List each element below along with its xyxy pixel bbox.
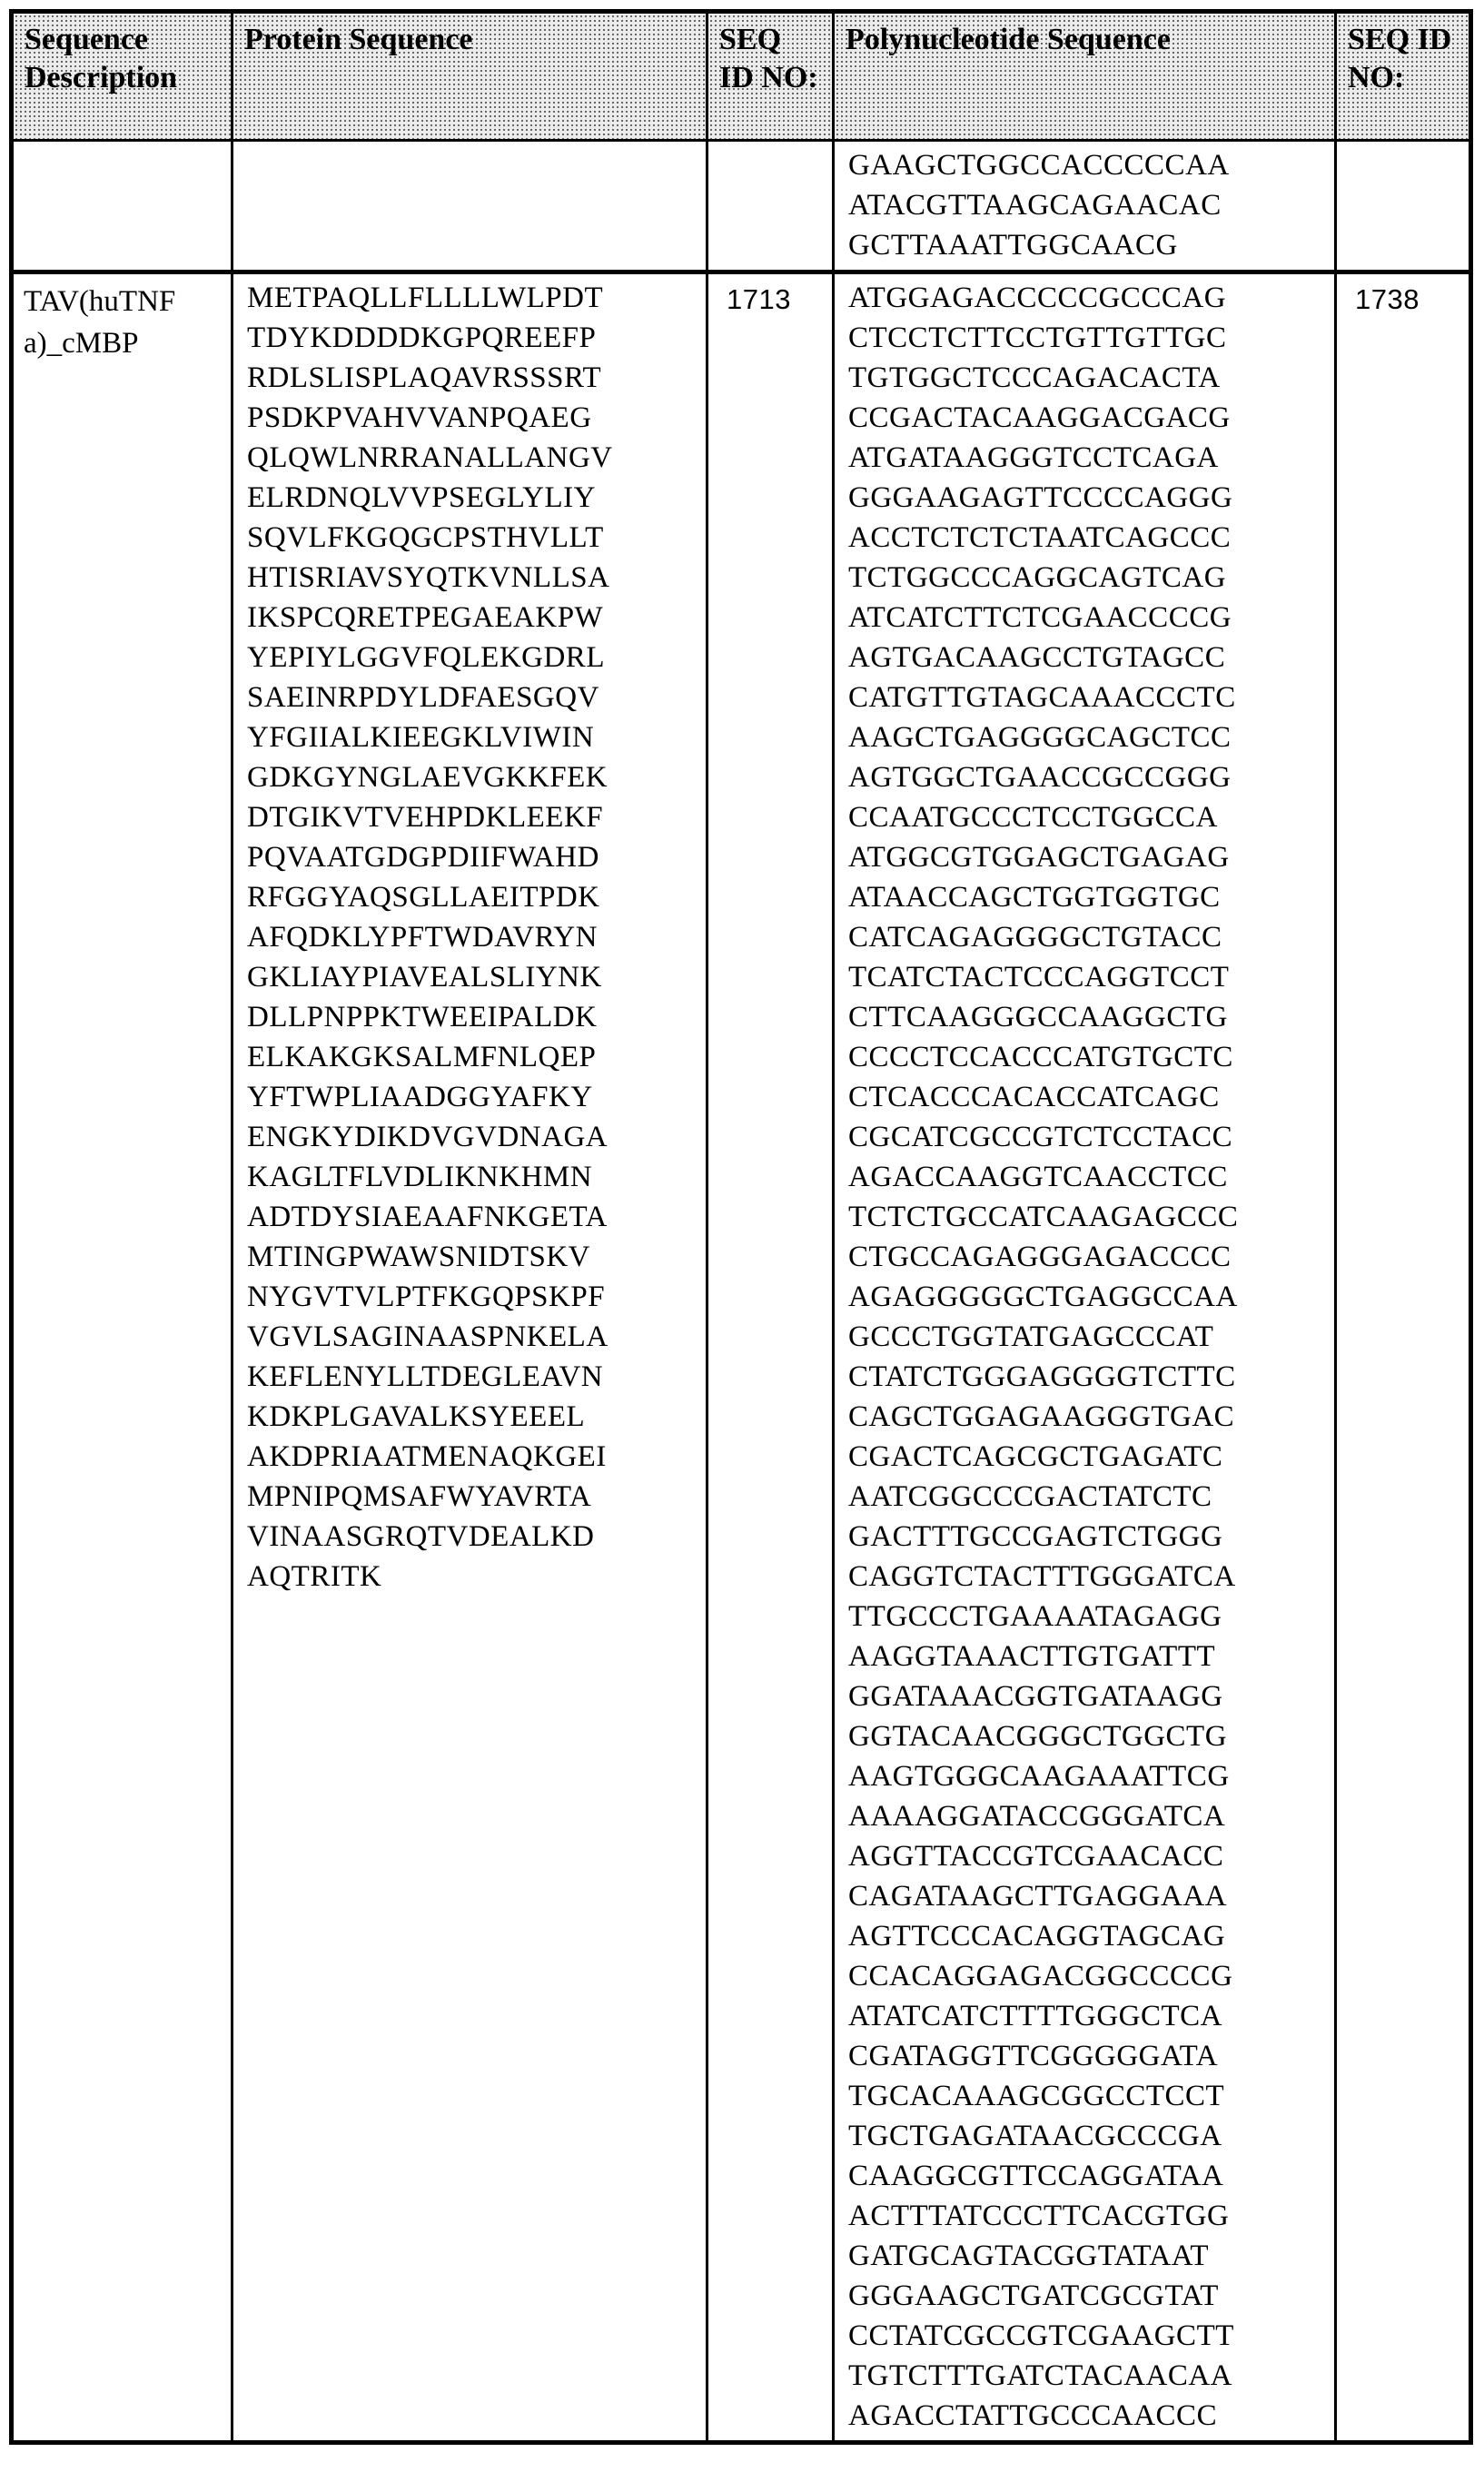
sequence-line: GGGAAGAGTTCCCCAGGG (848, 481, 1233, 514)
sequence-line: GACTTTGCCGAGTCTGGG (848, 1520, 1223, 1553)
header-sequence-description: Sequence Description (12, 12, 232, 141)
sequence-line: GKLIAYPIAVEALSLIYNK (247, 961, 602, 994)
sequence-line: CCCCTCCACCCATGTGCTC (848, 1041, 1233, 1073)
sequence-line: GATGCAGTACGGTATAAT (848, 2240, 1210, 2272)
sequence-line: TGTCTTTGATCTACAACAA (848, 2359, 1232, 2392)
cell-polynucleotide-seqid-empty (1336, 141, 1471, 272)
sequence-line: RDLSLISPLAQAVRSSSRT (247, 361, 602, 394)
header-seq-id-no-polynucleotide: SEQ ID NO: (1336, 12, 1471, 141)
sequence-line: ATCATCTTCTCGAACCCCG (848, 601, 1232, 634)
sequence-line: AGACCTATTGCCCAACCC (848, 2399, 1218, 2432)
sequence-line: VGVLSAGINAASPNKELA (247, 1320, 608, 1353)
sequence-line: HTISRIAVSYQTKVNLLSA (247, 561, 610, 594)
sequence-line: KDKPLGAVALKSYEEEL (247, 1400, 586, 1433)
sequence-line: KEFLENYLLTDEGLEAVN (247, 1360, 604, 1393)
cell-polynucleotide-sequence (834, 272, 1336, 2443)
sequence-line: TCATCTACTCCCAGGTCCT (848, 961, 1230, 994)
cell-protein-empty (232, 141, 707, 272)
sequence-line: CATCAGAGGGGCTGTACC (848, 921, 1222, 954)
cell-polynucleotide-continuation (834, 141, 1336, 272)
sequence-line: ATGGCGTGGAGCTGAGAG (848, 841, 1230, 874)
header-row (12, 12, 1471, 141)
sequence-line: ADTDYSIAEAAFNKGETA (247, 1201, 608, 1233)
sequence-line: AGGTTACCGTCGAACACC (848, 1840, 1224, 1873)
sequence-line: AKDPRIAATMENAQKGEI (247, 1440, 607, 1473)
sequence-line: AQTRITK (247, 1560, 382, 1593)
sequence-line: CGATAGGTTCGGGGGATA (848, 2040, 1219, 2072)
sequence-line: TCTCTGCCATCAAGAGCCC (848, 1201, 1239, 1233)
table-row-continuation (12, 141, 1471, 272)
sequence-line: GCCCTGGTATGAGCCCAT (848, 1320, 1214, 1353)
sequence-line: TDYKDDDDKGPQREEFP (247, 321, 597, 354)
sequence-line: CAAGGCGTTCCAGGATAA (848, 2160, 1224, 2192)
sequence-line: RFGGYAQSGLLAEITPDK (247, 881, 600, 914)
sequence-line: CATGTTGTAGCAAACCCTC (848, 681, 1236, 714)
table-row-main (12, 272, 1471, 2443)
sequence-line: AAGCTGAGGGGCAGCTCC (848, 721, 1232, 754)
sequence-line: ATACGTTAAGCAGAACAC (848, 189, 1222, 222)
protein-sequence-block (234, 275, 705, 1600)
sequence-line: CTGCCAGAGGGAGACCCC (848, 1241, 1232, 1273)
sequence-line: AGTGACAAGCCTGTAGCC (848, 641, 1226, 674)
sequence-line: MPNIPQMSAFWYAVRTA (247, 1480, 592, 1513)
sequence-line: AGTTCCCACAGGTAGCAG (848, 1920, 1226, 1953)
header-protein-sequence: Protein Sequence (232, 12, 707, 141)
sequence-line: TCTGGCCCAGGCAGTCAG (848, 561, 1227, 594)
sequence-line: ATGATAAGGGTCCTCAGA (848, 441, 1219, 474)
sequence-line: AAGGTAAACTTGTGATTT (848, 1640, 1216, 1673)
polynucleotide-sequence-block (836, 275, 1333, 2439)
sequence-line: CTTCAAGGGCCAAGGCTG (848, 1001, 1228, 1033)
sequence-line: AGACCAAGGTCAACCTCC (848, 1161, 1228, 1193)
sequence-line: AGTGGCTGAACCGCCGGG (848, 761, 1232, 794)
sequence-line: YFTWPLIAADGGYAFKY (247, 1081, 593, 1113)
sequence-line: ELKAKGKSALMFNLQEP (247, 1041, 597, 1073)
sequence-line: CAGGTCTACTTTGGGATCA (848, 1560, 1236, 1593)
sequence-line: CAGCTGGAGAAGGGTGAC (848, 1400, 1235, 1433)
cell-polynucleotide-seq-id: 1738 (1336, 272, 1471, 2443)
sequence-line: CTCCTCTTCCTGTTGTTGC (848, 321, 1227, 354)
header-seq-id-no-protein: SEQ ID NO: (707, 12, 834, 141)
sequence-line: METPAQLLFLLLLWLPDT (247, 282, 604, 314)
cell-protein-seq-id: 1713 (707, 272, 834, 2443)
sequence-line: DTGIKVTVEHPDKLEEKF (247, 801, 604, 834)
sequence-line: TGTGGCTCCCAGACACTA (848, 361, 1221, 394)
sequence-line: TTGCCCTGAAAATAGAGG (848, 1600, 1222, 1633)
sequence-line: YEPIYLGGVFQLEKGDRL (247, 641, 605, 674)
sequence-line: AFQDKLYPFTWDAVRYN (247, 921, 598, 954)
sequence-line: AGAGGGGGCTGAGGCCAA (848, 1281, 1238, 1313)
sequence-line: PSDKPVAHVVANPQAEG (247, 401, 592, 434)
sequence-line: GGATAAACGGTGATAAGG (848, 1680, 1223, 1713)
sequence-description-block (15, 275, 230, 364)
sequence-line: CCGACTACAAGGACGACG (848, 401, 1231, 434)
sequence-line: KAGLTFLVDLIKNKHMN (247, 1161, 593, 1193)
sequence-line: NYGVTVLPTFKGQPSKPF (247, 1281, 606, 1313)
sequence-line: ACCTCTCTCTAATCAGCCC (848, 521, 1232, 554)
polynucleotide-sequence-block (836, 143, 1333, 269)
sequence-line: ENGKYDIKDVGVDNAGA (247, 1121, 608, 1153)
sequence-line: IKSPCQRETPEGAEAKPW (247, 601, 604, 634)
cell-protein-sequence (232, 272, 707, 2443)
sequence-line: VINAASGRQTVDEALKD (247, 1520, 595, 1553)
sequence-line: YFGIIALKIEEGKLVIWIN (247, 721, 595, 754)
sequence-line: CGCATCGCCGTCTCCTACC (848, 1121, 1233, 1153)
sequence-line: CTCACCCACACCATCAGC (848, 1081, 1220, 1113)
sequence-line: ACTTTATCCCTTCACGTGG (848, 2200, 1230, 2232)
sequence-line: DLLPNPPKTWEEIPALDK (247, 1001, 598, 1033)
sequence-line: SQVLFKGQGCPSTHVLLT (247, 521, 604, 554)
sequence-line: CCACAGGAGACGGCCCCG (848, 1960, 1233, 1993)
sequence-line: GDKGYNGLAEVGKKFEK (247, 761, 608, 794)
sequence-line: TGCACAAAGCGGCCTCCT (848, 2080, 1225, 2112)
sequence-line: ELRDNQLVVPSEGLYLIY (247, 481, 596, 514)
cell-sequence-description (12, 272, 232, 2443)
header-polynucleotide-sequence: Polynucleotide Sequence (834, 12, 1336, 141)
sequence-line: MTINGPWAWSNIDTSKV (247, 1241, 591, 1273)
sequence-line: GCTTAAATTGGCAACG (848, 229, 1178, 262)
sequence-line: CCTATCGCCGTCGAAGCTT (848, 2319, 1234, 2352)
cell-description-empty (12, 141, 232, 272)
sequence-line: TGCTGAGATAACGCCCGA (848, 2120, 1222, 2152)
sequence-line: AAAAGGATACCGGGATCA (848, 1800, 1226, 1833)
sequence-line: ATATCATCTTTTGGGCTCA (848, 2000, 1223, 2032)
sequence-line: PQVAATGDGPDIIFWAHD (247, 841, 599, 874)
sequence-line: GGGAAGCTGATCGCGTAT (848, 2279, 1219, 2312)
sequence-line: a)_cMBP (24, 327, 139, 360)
sequence-line: SAEINRPDYLDFAESGQV (247, 681, 599, 714)
sequence-line: AAGTGGGCAAGAAATTCG (848, 1760, 1230, 1793)
sequence-line: ATGGAGACCCCCGCCCAG (848, 282, 1227, 314)
sequence-line: CTATCTGGGAGGGGTCTTC (848, 1360, 1236, 1393)
sequence-line: TAV(huTNF (24, 285, 176, 318)
sequence-line: AATCGGCCCGACTATCTC (848, 1480, 1212, 1513)
sequence-line: CAGATAAGCTTGAGGAAA (848, 1880, 1228, 1913)
sequence-line: GAAGCTGGCCACCCCCAA (848, 149, 1230, 182)
cell-protein-seqid-empty (707, 141, 834, 272)
sequence-table (9, 9, 1473, 2445)
sequence-line: ATAACCAGCTGGTGGTGC (848, 881, 1221, 914)
sequence-line: QLQWLNRRANALLANGV (247, 441, 613, 474)
sequence-line: GGTACAACGGGCTGGCTG (848, 1720, 1228, 1753)
sequence-line: CGACTCAGCGCTGAGATC (848, 1440, 1223, 1473)
sequence-line: CCAATGCCCTCCTGGCCA (848, 801, 1218, 834)
